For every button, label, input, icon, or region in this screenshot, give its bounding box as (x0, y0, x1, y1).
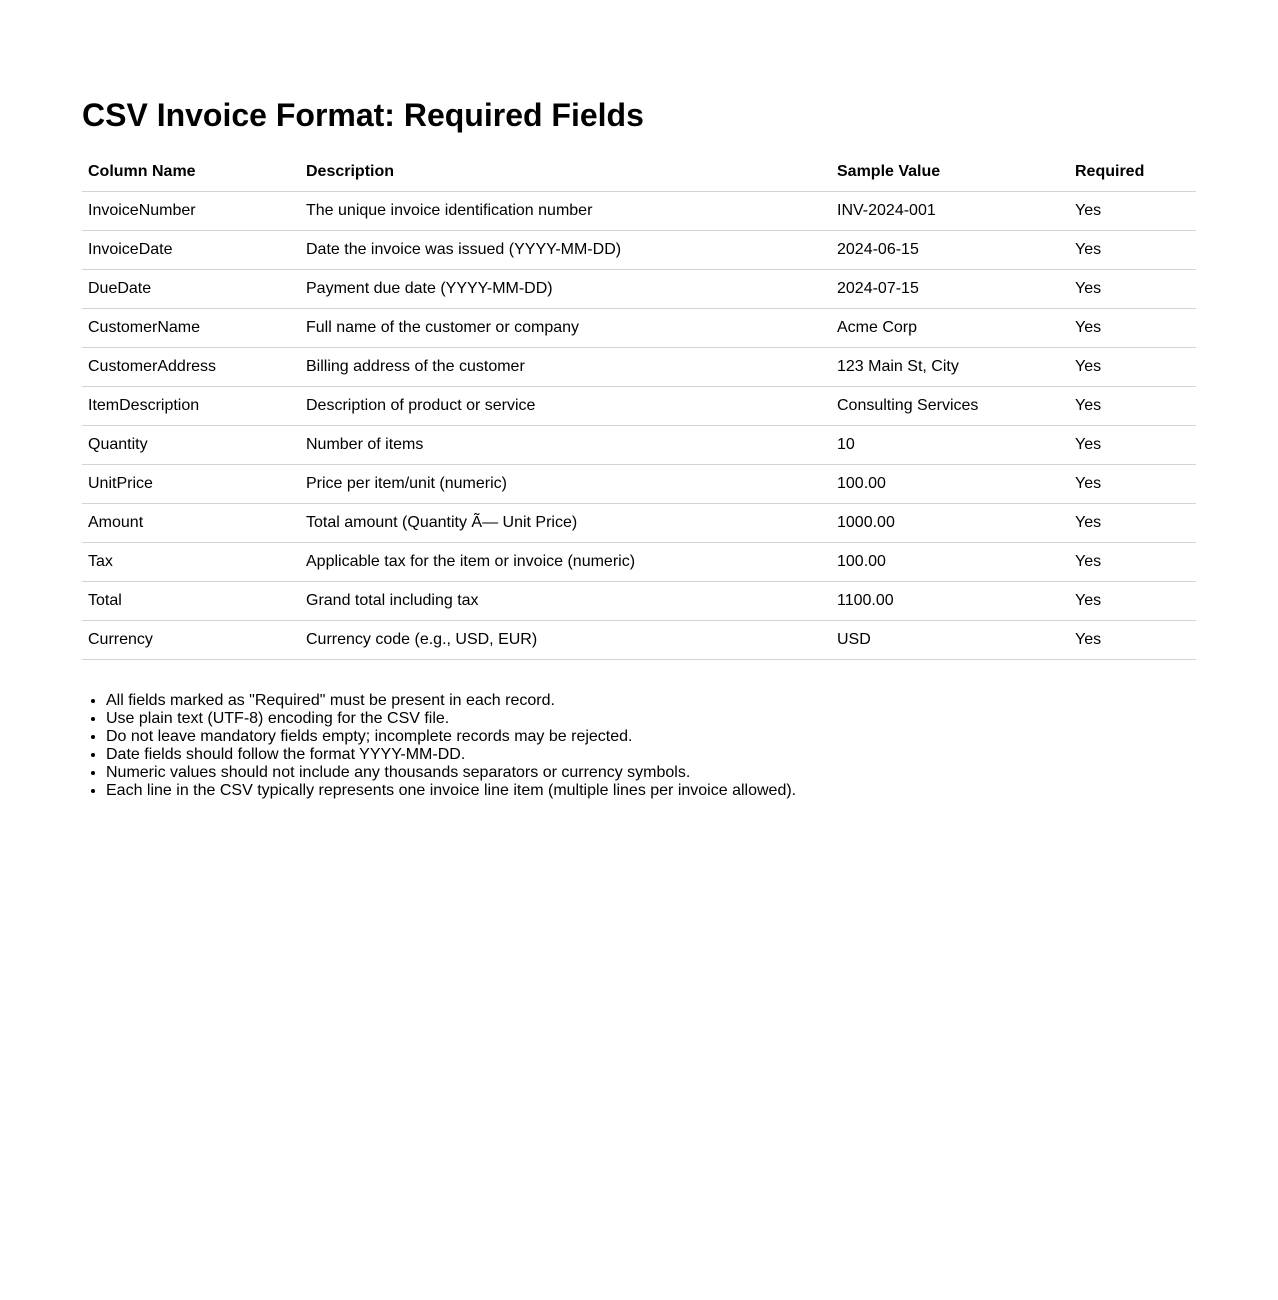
header-sample-value: Sample Value (831, 153, 1069, 192)
table-row (82, 387, 1196, 426)
cell-sample-value: 123 Main St, City (831, 348, 1069, 387)
cell-column-name: Tax (82, 543, 300, 582)
header-column-name: Column Name (82, 153, 300, 192)
cell-required: Yes (1069, 543, 1196, 582)
cell-column-name: DueDate (82, 270, 300, 309)
cell-sample-value: INV-2024-001 (831, 192, 1069, 231)
cell-required: Yes (1069, 504, 1196, 543)
table-body (82, 192, 1196, 660)
cell-description: Billing address of the customer (300, 348, 831, 387)
cell-description: Description of product or service (300, 387, 831, 426)
page-title: CSV Invoice Format: Required Fields (82, 97, 644, 133)
table-row (82, 309, 1196, 348)
table-row (82, 231, 1196, 270)
table-header-row (82, 153, 1196, 192)
cell-description: Number of items (300, 426, 831, 465)
cell-description: Applicable tax for the item or invoice (numeric) (300, 543, 831, 582)
cell-sample-value: 100.00 (831, 465, 1069, 504)
cell-sample-value: 1000.00 (831, 504, 1069, 543)
cell-column-name: InvoiceDate (82, 231, 300, 270)
cell-column-name: Currency (82, 621, 300, 660)
cell-description: Currency code (e.g., USD, EUR) (300, 621, 831, 660)
table-row (82, 270, 1196, 309)
cell-column-name: Quantity (82, 426, 300, 465)
cell-column-name: Total (82, 582, 300, 621)
cell-description: Total amount (Quantity Ã— Unit Price) (300, 504, 831, 543)
cell-description: The unique invoice identification number (300, 192, 831, 231)
table-header (82, 153, 1196, 192)
cell-column-name: Amount (82, 504, 300, 543)
cell-column-name: CustomerName (82, 309, 300, 348)
cell-sample-value: 10 (831, 426, 1069, 465)
note-item: • Numeric values should not include any thousands separators or currency symbols. (106, 764, 796, 782)
cell-required: Yes (1069, 231, 1196, 270)
table-row (82, 582, 1196, 621)
cell-sample-value: Acme Corp (831, 309, 1069, 348)
table-row (82, 465, 1196, 504)
table-row (82, 426, 1196, 465)
table-row (82, 348, 1196, 387)
cell-column-name: CustomerAddress (82, 348, 300, 387)
cell-column-name: UnitPrice (82, 465, 300, 504)
cell-column-name: InvoiceNumber (82, 192, 300, 231)
cell-description: Payment due date (YYYY-MM-DD) (300, 270, 831, 309)
note-item: • Date fields should follow the format YYYY-MM-DD. (106, 746, 796, 764)
notes-list (82, 692, 796, 800)
fields-table (82, 153, 1196, 660)
note-item: • Use plain text (UTF-8) encoding for the CSV file. (106, 710, 796, 728)
cell-required: Yes (1069, 270, 1196, 309)
header-required: Required (1069, 153, 1196, 192)
cell-description: Full name of the customer or company (300, 309, 831, 348)
table-row (82, 504, 1196, 543)
cell-required: Yes (1069, 387, 1196, 426)
cell-required: Yes (1069, 192, 1196, 231)
cell-required: Yes (1069, 621, 1196, 660)
note-item: • Do not leave mandatory fields empty; incomplete records may be rejected. (106, 728, 796, 746)
cell-required: Yes (1069, 348, 1196, 387)
cell-description: Grand total including tax (300, 582, 831, 621)
cell-description: Date the invoice was issued (YYYY-MM-DD) (300, 231, 831, 270)
cell-description: Price per item/unit (numeric) (300, 465, 831, 504)
cell-required: Yes (1069, 309, 1196, 348)
cell-column-name: ItemDescription (82, 387, 300, 426)
note-item: • Each line in the CSV typically represents one invoice line item (multiple lines per invoice allowed). (106, 782, 796, 800)
table-row (82, 192, 1196, 231)
header-description: Description (300, 153, 831, 192)
note-item: • All fields marked as "Required" must be present in each record. (106, 692, 796, 710)
table-row (82, 543, 1196, 582)
cell-required: Yes (1069, 465, 1196, 504)
cell-sample-value: 2024-07-15 (831, 270, 1069, 309)
cell-sample-value: Consulting Services (831, 387, 1069, 426)
table-row (82, 621, 1196, 660)
cell-sample-value: 2024-06-15 (831, 231, 1069, 270)
cell-required: Yes (1069, 426, 1196, 465)
cell-sample-value: USD (831, 621, 1069, 660)
cell-sample-value: 100.00 (831, 543, 1069, 582)
cell-sample-value: 1100.00 (831, 582, 1069, 621)
cell-required: Yes (1069, 582, 1196, 621)
